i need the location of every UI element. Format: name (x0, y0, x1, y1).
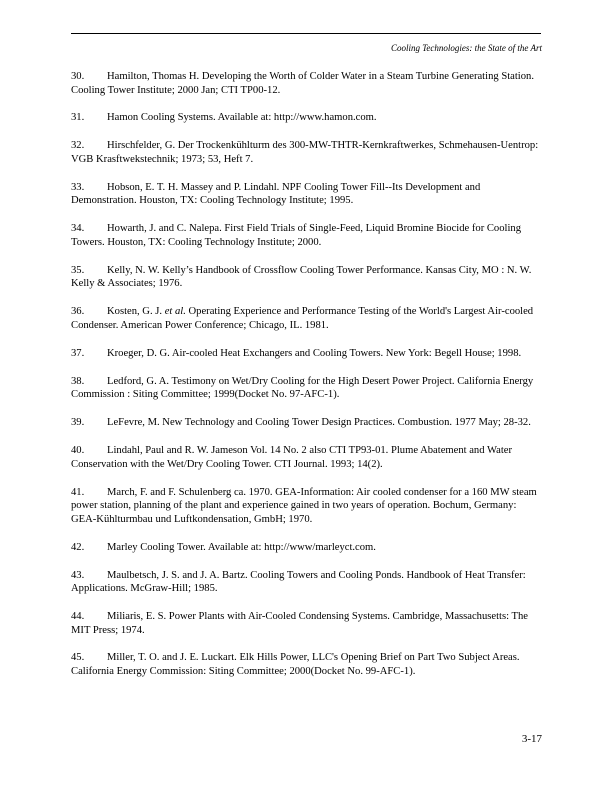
reference-number: 34. (71, 223, 85, 235)
reference-text-before: Kosten, G. J. (107, 306, 165, 318)
reference-number: 36. (71, 306, 85, 318)
reference-text: Miller, T. O. and J. E. Luckart. Elk Hills Power, LLC's Opening Brief on Part Two Subject Areas. California Energy Commission: Siting Committee; 2000(Docket No. 99-AFC-1). (71, 652, 520, 678)
reference-item (71, 111, 541, 125)
reference-item (71, 444, 541, 471)
reference-number: 38. (71, 375, 85, 387)
reference-number: 33. (71, 181, 85, 193)
reference-item (71, 305, 541, 332)
reference-item (71, 347, 541, 361)
reference-text: Hamilton, Thomas H. Developing the Worth of Colder Water in a Steam Turbine Generating Station. Cooling Tower Institute; 2000 Jan; CTI TP00-12. (71, 71, 534, 96)
reference-text: LeFevre, M. New Technology and Cooling Tower Design Practices. Combustion. 1977 May; 28-32. (107, 417, 531, 429)
reference-text-after: Operating Experience and Performance Testing of the World's Largest Air-cooled Condenser. American Power Conference; Chicago, IL. 1981. (71, 306, 534, 331)
reference-text: Ledford, G. A. Testimony on Wet/Dry Cooling for the High Desert Power Project. California Energy Commission : Siting Committee; 1999(Docket No. 97-AFC-1). (71, 375, 534, 401)
reference-number: 45. (71, 652, 85, 664)
reference-number: 32. (71, 140, 85, 152)
reference-item (71, 70, 541, 97)
reference-number: 41. (71, 486, 85, 498)
reference-text: Hobson, E. T. H. Massey and P. Lindahl. NPF Cooling Tower Fill--Its Development and Demonstration. Houston, TX: Cooling Technology Institute; 1995. (71, 181, 481, 207)
running-header: Cooling Technologies: the State of the Art (391, 43, 542, 53)
reference-item (71, 181, 541, 208)
reference-item (71, 416, 541, 430)
reference-number: 37. (71, 347, 85, 359)
reference-number: 39. (71, 417, 85, 429)
reference-item (71, 222, 541, 249)
reference-item (71, 651, 541, 678)
reference-item (71, 375, 541, 402)
reference-number: 35. (71, 264, 85, 276)
reference-number: 43. (71, 569, 85, 581)
reference-text-italic: et al. (164, 306, 186, 318)
reference-text: Maulbetsch, J. S. and J. A. Bartz. Cooling Towers and Cooling Ponds. Handbook of Heat Transfer: Applications. McGraw-Hill; 1985. (71, 569, 526, 595)
reference-item (71, 541, 541, 555)
reference-item (71, 139, 541, 166)
reference-number: 40. (71, 445, 85, 457)
reference-text: Lindahl, Paul and R. W. Jameson Vol. 14 No. 2 also CTI TP93-01. Plume Abatement and Water Conservation with the Wet/Dry Cooling Tower. CTI Journal. 1993; 14(2). (71, 445, 513, 470)
reference-text: Hirschfelder, G. Der Trockenkühlturm des 300-MW-THTR-Kernkraftwerkes, Schmehausen-Uentrop: VGB Krasftwekstechnik; 1973; 53, Heft 7. (71, 140, 539, 165)
header-rule (71, 33, 541, 34)
page-number: 3-17 (521, 733, 542, 745)
reference-list (71, 70, 541, 693)
reference-item (71, 569, 541, 596)
reference-text: March, F. and F. Schulenberg ca. 1970. GEA-Information: Air cooled condenser for a 160 MW steam power station, planning of the plant and experience gained in two years of operation. Bochum, Germany: GEA-Kühlturmbau und Luftkondensation, GmbH; 1970. (71, 486, 537, 525)
reference-text: Hamon Cooling Systems. Available at: http://www.hamon.com. (107, 112, 377, 124)
reference-number: 31. (71, 112, 85, 124)
reference-item (71, 486, 541, 527)
reference-item (71, 610, 541, 637)
reference-number: 30. (71, 71, 85, 82)
reference-text: Kelly, N. W. Kelly’s Handbook of Crossflow Cooling Tower Performance. Kansas City, MO : N. W. Kelly & Associates; 1976. (71, 264, 532, 290)
reference-text: Miliaris, E. S. Power Plants with Air-Cooled Condensing Systems. Cambridge, Massachusetts: The MIT Press; 1974. (71, 611, 528, 636)
reference-number: 44. (71, 611, 85, 622)
reference-text: Marley Cooling Tower. Available at: http://www/marleyct.com. (107, 541, 376, 553)
reference-number: 42. (71, 541, 85, 553)
reference-item (71, 264, 541, 291)
reference-text: Kroeger, D. G. Air-cooled Heat Exchangers and Cooling Towers. New York: Begell House; 1998. (107, 347, 522, 359)
reference-text: Howarth, J. and C. Nalepa. First Field Trials of Single-Feed, Liquid Bromine Biocide for Cooling Towers. Houston, TX: Cooling Technology Institute; 2000. (71, 223, 522, 248)
